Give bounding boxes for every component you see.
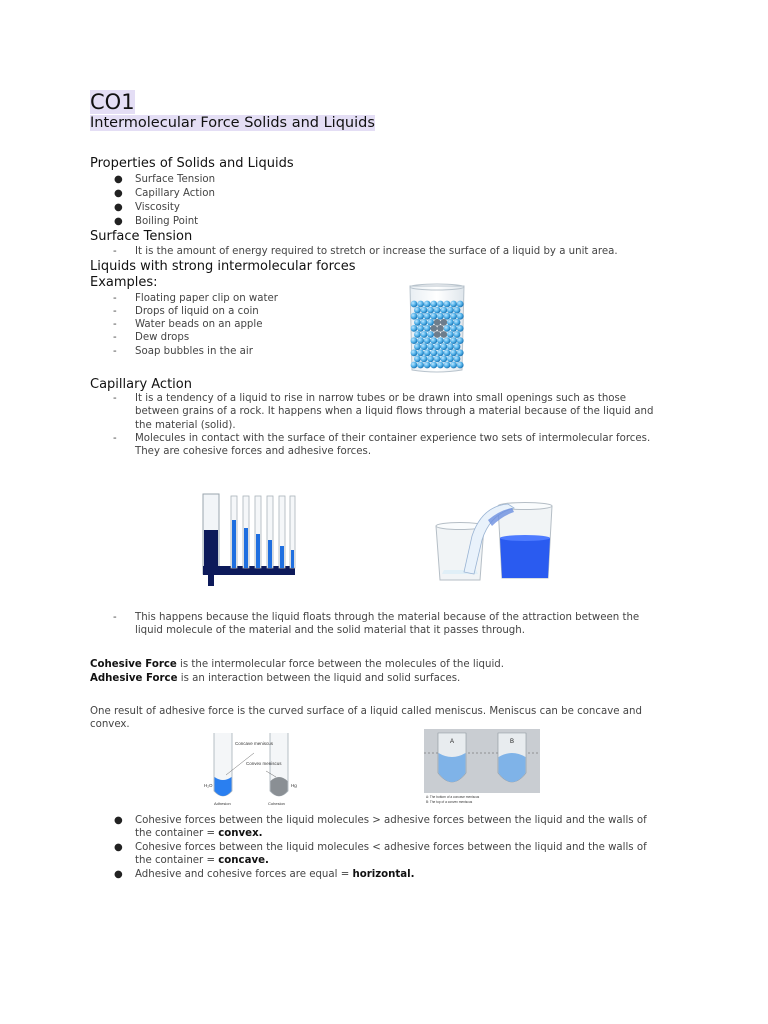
bullet: ● (114, 188, 123, 199)
page-title: CO1 (90, 90, 135, 114)
adhesion-caption: Adhesion (214, 801, 231, 806)
summary-text: Cohesive forces between the liquid molecules < adhesive forces between the liquid and the walls of the container = (135, 842, 647, 867)
dash: - (113, 293, 117, 304)
adhesive-term: Adhesive Force (90, 673, 178, 684)
paper-towel-glasses-image (432, 500, 558, 584)
list-item: Boiling Point (135, 216, 199, 227)
adhesive-text: is an interaction between the liquid and solid surfaces. (177, 673, 461, 684)
cohesive-definition (90, 658, 670, 671)
label-a: A (450, 739, 455, 745)
dash: - (113, 306, 117, 317)
cohesive-text: is the intermolecular force between the molecules of the liquid. (176, 659, 504, 670)
list-item: Water beads on an apple (135, 319, 263, 330)
summary-result: horizontal. (352, 869, 415, 880)
meniscus-tubes-image (204, 731, 300, 807)
dash: - (113, 319, 117, 330)
label-b: B (510, 739, 515, 745)
summary-text: Cohesive forces between the liquid molecules > adhesive forces between the liquid and the walls of the container = (135, 815, 647, 840)
concave-label: Concave meniscus (235, 741, 274, 746)
strong-forces-heading: Liquids with strong intermolecular forces (90, 259, 356, 274)
capillary-heading: Capillary Action (90, 377, 192, 392)
surface-tension-text: It is the amount of energy required to stretch or increase the surface of a liquid by a unit area. (135, 246, 618, 257)
bullet: ● (114, 174, 123, 185)
list-item: Viscosity (135, 202, 180, 213)
summary-item (135, 868, 665, 881)
summary-result: concave. (218, 855, 269, 867)
summary-item (135, 814, 665, 841)
capillary-paragraph-3: This happens because the liquid floats through the material because of the attraction between the liquid molecule of the material and the solid material that it passes through. (135, 612, 640, 637)
list-item: Floating paper clip on water (135, 293, 278, 304)
capillary-tubes-image (198, 490, 300, 590)
beaker-molecules-image (404, 282, 470, 374)
dash: - (113, 246, 117, 257)
summary-result: convex. (218, 828, 263, 840)
cohesion-caption: Cohesion (268, 801, 285, 806)
bullet: ● (114, 815, 123, 826)
list-item: Dew drops (135, 332, 190, 343)
summary-text: Adhesive and cohesive forces are equal = (135, 869, 353, 880)
cohesive-term: Cohesive Force (90, 659, 177, 670)
mercury-label: Hg (291, 783, 297, 788)
dash: - (113, 393, 117, 404)
capillary-paragraph-2: Molecules in contact with the surface of their container experience two sets of intermolecular forces. They are cohesive forces and adhesive forces. (135, 433, 651, 458)
dash: - (113, 612, 117, 623)
list-item: Soap bubbles in the air (135, 346, 253, 357)
convex-label: Convex meniscus (246, 761, 282, 766)
dash: - (113, 433, 117, 444)
caption-b: B: The top of a convex meniscus (426, 800, 473, 804)
water-label: H₂O (204, 783, 213, 788)
page-subtitle: Intermolecular Force Solids and Liquids (90, 115, 375, 131)
bullet: ● (114, 216, 123, 227)
list-item: Capillary Action (135, 188, 215, 199)
examples-heading: Examples: (90, 275, 158, 290)
dash: - (113, 346, 117, 357)
summary-item (135, 841, 665, 868)
adhesive-definition (90, 672, 670, 685)
surface-tension-heading: Surface Tension (90, 229, 193, 244)
list-item: Drops of liquid on a coin (135, 306, 259, 317)
bullet: ● (114, 869, 123, 880)
capillary-paragraph-1: It is a tendency of a liquid to rise in narrow tubes or be drawn into small openings such as those between grains of a rock. It happens when a liquid flows through a material because of the liquid and the material (solid). (135, 393, 654, 431)
properties-heading: Properties of Solids and Liquids (90, 156, 294, 171)
dash: - (113, 332, 117, 343)
caption-a: A: The bottom of a concave meniscus (426, 795, 480, 799)
meniscus-intro: One result of adhesive force is the curved surface of a liquid called meniscus. Meniscus can be concave and convex. (90, 706, 642, 731)
bullet: ● (114, 202, 123, 213)
list-item: Surface Tension (135, 174, 216, 185)
meniscus-diagram-image (424, 729, 540, 805)
bullet: ● (114, 842, 123, 853)
